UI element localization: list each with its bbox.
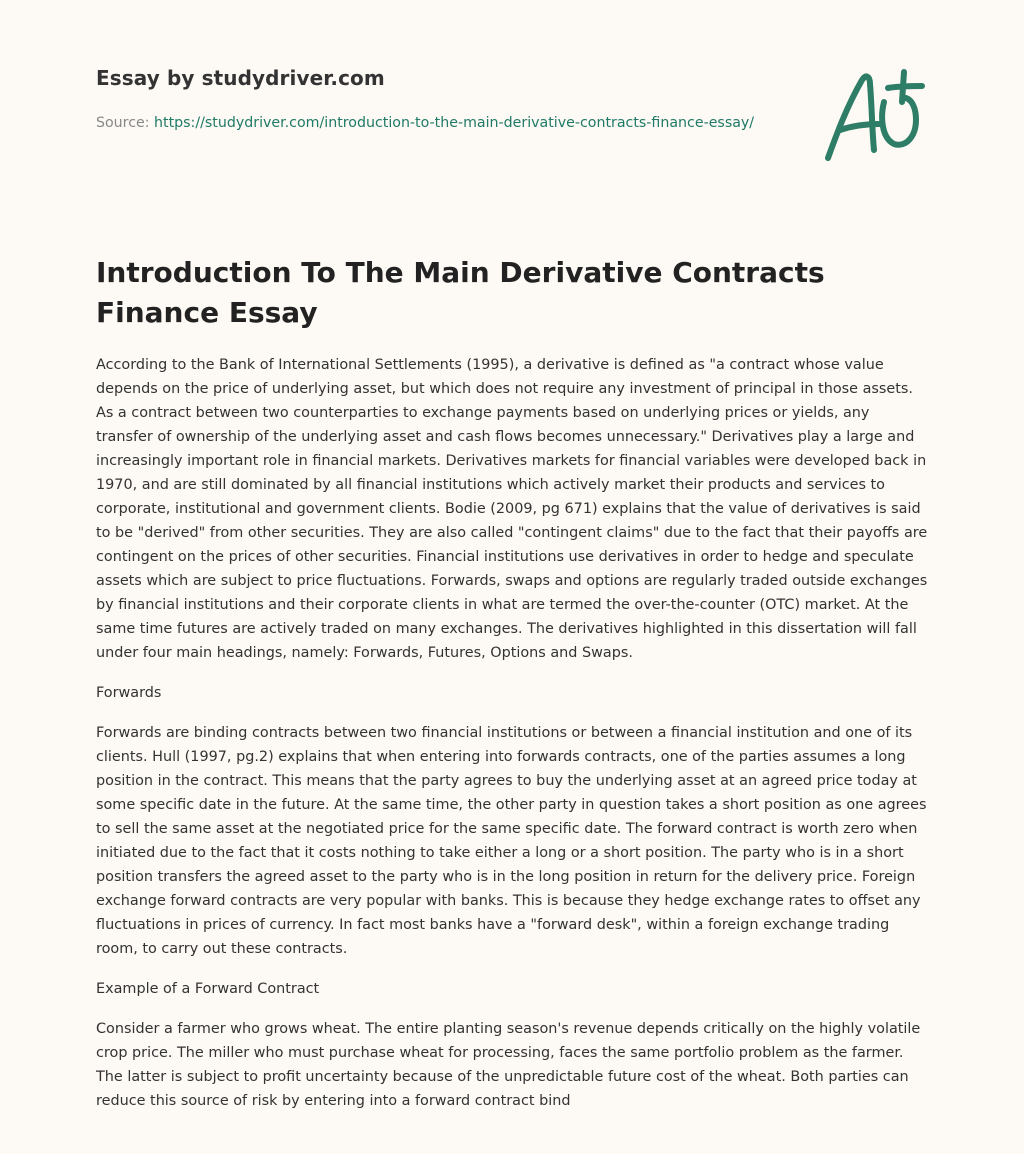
source-line bbox=[96, 111, 756, 135]
section-heading-forwards: Forwards bbox=[96, 685, 162, 701]
article-title: Introduction To The Main Derivative Contracts Finance Essay bbox=[96, 256, 825, 329]
a-plus-logo-icon bbox=[822, 68, 928, 164]
source-link[interactable]: https://studydriver.com/introduction-to-the-main-derivative-contracts-finance-essay/ bbox=[154, 115, 755, 131]
paragraph-example: Consider a farmer who grows wheat. The entire planting season's revenue depends critically on the highly volatile crop price. The miller who must purchase wheat for processing, faces the same portfolio problem as the farmer. The latter is subject to profit uncertainty because of the unpredictable future cost of the wheat. Both parties can reduce this source of risk by entering into a forward contract bind bbox=[96, 1021, 921, 1109]
paragraph-intro: According to the Bank of International Settlements (1995), a derivative is defined as "a contract whose value depends on the price of underlying asset, but which does not require any investment of principal in those assets. As a contract between two counterparties to exchange payments based on underlying prices or yields, any transfer of ownership of the underlying asset and cash flows becomes unnecessary." Derivatives play a large and increasingly important role in financial markets. Derivatives markets for financial variables were developed back in 1970, and are still dominated by all financial institutions which actively market their products and services to corporate, institutional and government clients. Bodie (2009, pg 671) explains that the value of derivatives is said to be "derived" from other securities. They are also called "contingent claims" due to the fact that their payoffs are contingent on the prices of other securities. Financial institutions use derivatives in order to hedge and speculate assets which are subject to price fluctuations. Forwards, swaps and options are regularly traded outside exchanges by financial institutions and their corporate clients in what are termed the over-the-counter (OTC) market. At the same time futures are actively traded on many exchanges. The derivatives highlighted in this dissertation will fall under four main headings, namely: Forwards, Futures, Options and Swaps. bbox=[96, 357, 928, 661]
source-label: Source: bbox=[96, 115, 150, 131]
section-heading-example: Example of a Forward Contract bbox=[96, 981, 320, 997]
paragraph-forwards: Forwards are binding contracts between two financial institutions or between a financial institution and one of its clients. Hull (1997, pg.2) explains that when entering into forwards contracts, one of the parties assumes a long position in the contract. This means that the party agrees to buy the underlying asset at an agreed price today at some specific date in the future. At the same time, the other party in question takes a short position as one agrees to sell the same asset at the negotiated price for the same specific date. The forward contract is worth zero when initiated due to the fact that it costs nothing to take either a long or a short position. The party who is in a short position transfers the agreed asset to the party who is in the long position in return for the delivery price. Foreign exchange forward contracts are very popular with banks. This is because they hedge exchange rates to offset any fluctuations in prices of currency. In fact most banks have a "forward desk", within a foreign exchange trading room, to carry out these contracts. bbox=[96, 725, 927, 957]
site-brand: Essay by studydriver.com bbox=[96, 66, 385, 90]
article-body bbox=[96, 353, 930, 1129]
